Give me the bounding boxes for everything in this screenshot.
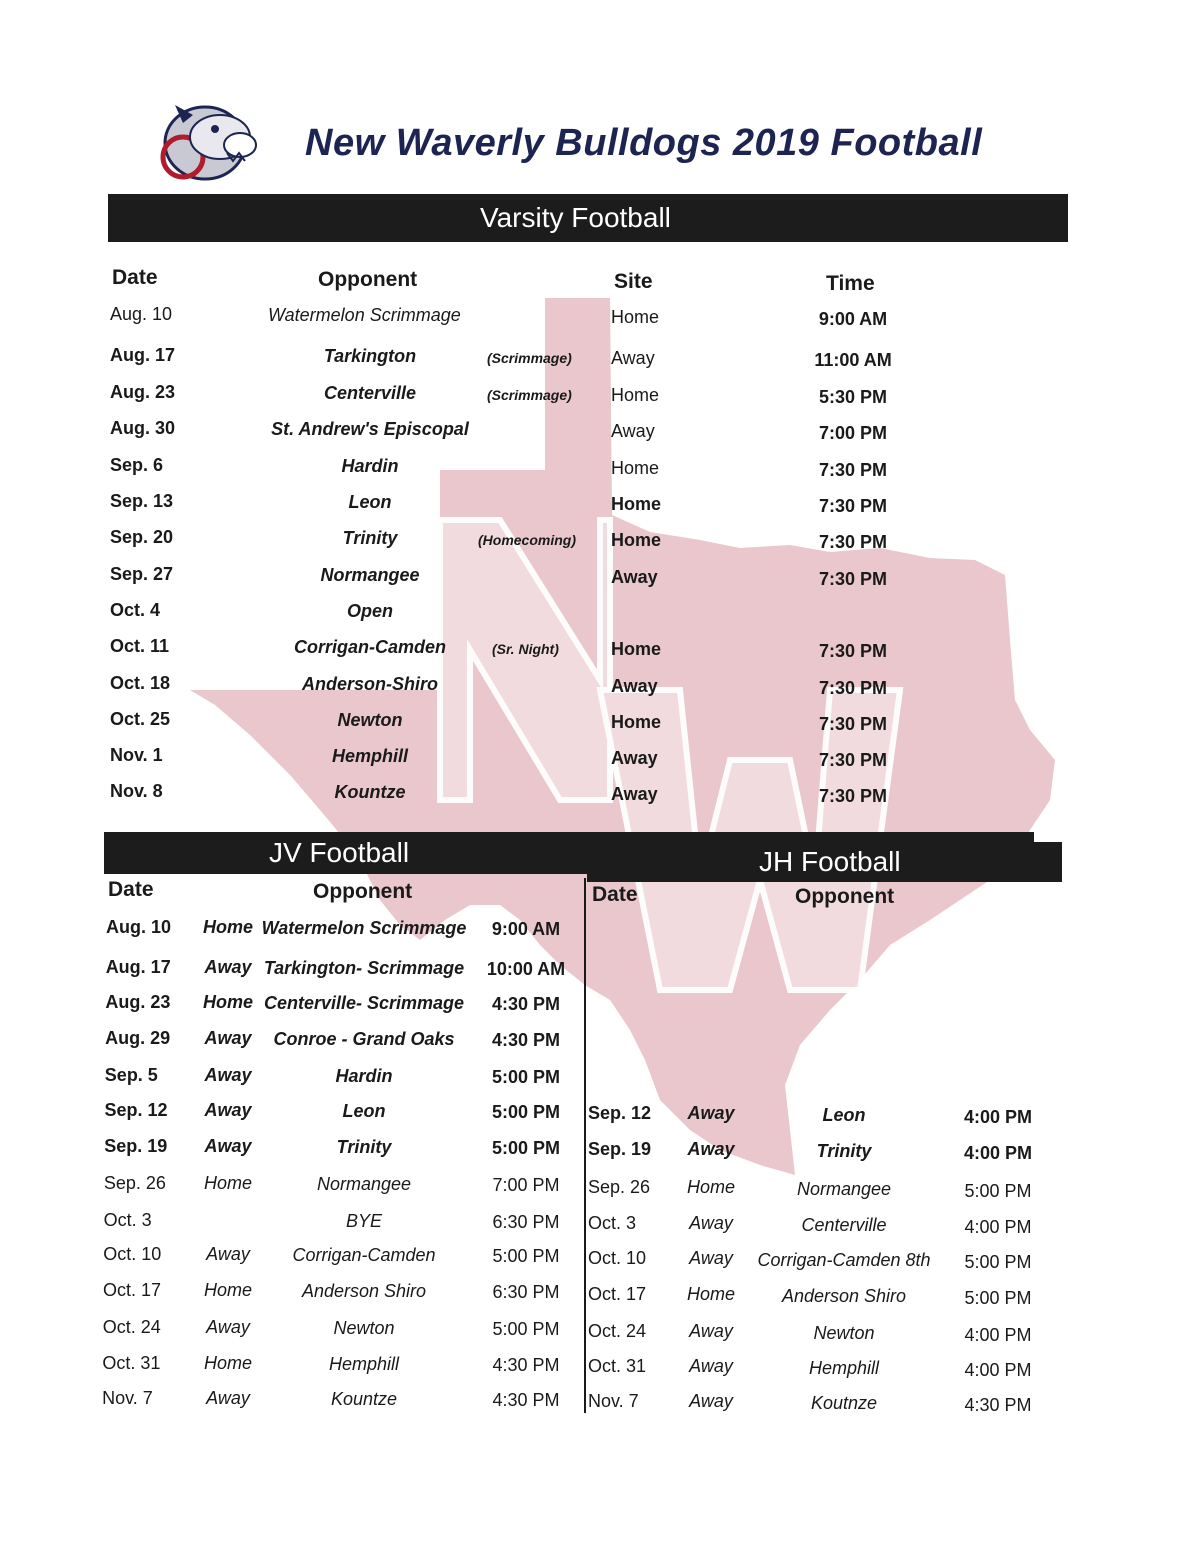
jv-row-opponent: Corrigan-Camden [292,1245,436,1265]
varsity-row-date: Sep. 13 [110,491,174,511]
jh-row-date: Oct. 10 [588,1248,647,1268]
varsity-row-note: (Scrimmage) [487,387,572,403]
jv-row-site: Away [204,1100,252,1120]
jv-row-opponent: Normangee [316,1174,412,1194]
varsity-row-date: Sep. 6 [110,455,164,475]
jh-section-bar [587,842,1062,882]
jh-row-date: Oct. 31 [588,1356,647,1376]
varsity-row-site: Home [611,494,662,514]
jv-row-date: Oct. 31 [102,1353,161,1373]
jv-row-opponent: BYE [345,1211,383,1231]
jh-row-site: Away [689,1213,733,1233]
varsity-row-note: (Sr. Night) [492,641,559,657]
varsity-row-note: (Scrimmage) [487,350,572,366]
jh-row-opponent: Anderson Shiro [781,1286,907,1306]
jh-row-site: Away [689,1321,733,1341]
jv-row-date: Nov. 7 [102,1388,153,1408]
jv-row-time: 6:30 PM [492,1212,560,1232]
jh-row-time: 4:00 PM [963,1143,1033,1163]
jv-section-title: JV Football [269,837,410,868]
jv-row-time: 5:00 PM [491,1138,561,1158]
varsity-header-date: Date [112,266,158,289]
jv-row-date: Oct. 10 [103,1244,162,1264]
varsity-row-opponent: Hemphill [331,746,409,766]
jh-row-opponent: Hemphill [808,1358,880,1378]
jh-row-opponent: Koutnze [810,1393,878,1413]
jv-row-time: 4:30 PM [491,1030,561,1050]
jv-row-time: 5:00 PM [491,1102,561,1122]
varsity-row-opponent: Corrigan-Camden [293,637,447,657]
jh-row-time: 5:00 PM [964,1181,1032,1201]
jv-row-date: Oct. 24 [102,1317,161,1337]
jh-row-opponent: Leon [822,1105,866,1125]
jv-header-opponent: Opponent [313,880,413,903]
jv-row-site: Away [206,1244,250,1264]
varsity-row-opponent: Normangee [320,565,420,585]
jh-row-date: Sep. 12 [588,1103,652,1123]
jv-row-site: Home [203,1353,253,1373]
varsity-row-date: Oct. 4 [110,600,161,620]
varsity-row-opponent: Kountze [334,782,406,802]
varsity-row-time: 7:30 PM [818,641,888,661]
varsity-row-opponent: Centerville [323,383,417,403]
jv-row-opponent: Anderson Shiro [301,1281,427,1301]
jv-row-date: Oct. 3 [103,1210,152,1230]
varsity-row-date: Nov. 1 [110,745,163,765]
jh-row-opponent: Normangee [796,1179,892,1199]
jv-row-time: 4:30 PM [491,994,561,1014]
page-title: New Waverly Bulldogs 2019 Football [305,122,983,164]
varsity-row-opponent: St. Andrew's Episcopal [271,419,469,439]
jv-row-date: Aug. 10 [106,917,172,937]
varsity-row-time: 11:00 AM [814,350,892,370]
varsity-row-site: Away [611,784,658,804]
jh-row-date: Oct. 17 [588,1284,647,1304]
varsity-row-time: 7:30 PM [818,714,888,734]
jh-row-opponent: Trinity [816,1141,872,1161]
varsity-row-time: 9:00 AM [818,309,888,329]
jv-row-date: Sep. 5 [104,1065,158,1085]
varsity-row-time: 7:30 PM [818,460,888,480]
jv-row-date: Sep. 12 [104,1100,168,1120]
varsity-header-time: Time [826,272,875,295]
jv-row-date: Oct. 17 [103,1280,162,1300]
jv-row-site: Away [206,1388,250,1408]
jh-row-site: Away [687,1139,735,1159]
jv-row-site: Away [204,957,252,977]
varsity-row-site: Home [611,385,660,405]
jh-section-title: JH Football [759,846,901,877]
jv-row-site: Away [204,1136,252,1156]
varsity-row-time: 7:30 PM [818,750,888,770]
varsity-row-opponent: Hardin [341,456,399,476]
jv-row-site: Home [203,1280,253,1300]
varsity-row-opponent: Open [346,601,394,621]
jh-row-time: 4:00 PM [964,1325,1032,1345]
jv-row-time: 9:00 AM [491,919,561,939]
varsity-row-time: 7:30 PM [818,532,888,552]
jv-jh-divider [584,878,586,1413]
varsity-row-time: 7:00 PM [818,423,888,443]
varsity-row-date: Oct. 18 [110,673,171,693]
jh-row-site: Away [689,1356,733,1376]
varsity-row-date: Aug. 10 [110,304,173,324]
jv-row-date: Aug. 29 [105,1028,171,1048]
varsity-row-site: Home [611,639,662,659]
jv-row-site: Home [202,917,254,937]
varsity-row-site: Away [611,348,655,368]
jh-row-time: 4:00 PM [964,1217,1032,1237]
jh-row-site: Away [687,1103,735,1123]
varsity-row-opponent: Newton [337,710,403,730]
varsity-row-time: 7:30 PM [818,786,888,806]
varsity-section-bar [108,194,1068,242]
jv-row-time: 7:00 PM [492,1175,560,1195]
varsity-row-date: Aug. 23 [110,382,176,402]
varsity-section-title: Varsity Football [480,202,671,233]
jh-row-time: 4:30 PM [964,1395,1032,1415]
jh-row-site: Away [689,1248,733,1268]
jh-row-opponent: Newton [813,1323,875,1343]
varsity-row-date: Aug. 30 [110,418,176,438]
jh-row-time: 4:00 PM [963,1107,1033,1127]
jv-row-opponent: Trinity [336,1137,392,1157]
varsity-header-opponent: Opponent [318,268,418,291]
varsity-row-time: 5:30 PM [818,387,888,407]
varsity-row-opponent: Anderson-Shiro [301,674,439,694]
jv-row-date: Aug. 23 [105,992,171,1012]
varsity-row-date: Sep. 27 [110,564,174,584]
jh-header-opponent: Opponent [795,885,895,908]
jh-header-date: Date [592,883,638,906]
varsity-row-site: Away [611,567,658,587]
varsity-row-date: Oct. 25 [110,709,171,729]
jv-row-site: Home [203,1173,253,1193]
varsity-row-date: Sep. 20 [110,527,174,547]
jh-row-site: Home [686,1284,736,1304]
jv-row-site: Away [206,1317,250,1337]
jh-row-opponent: Corrigan-Camden 8th [757,1250,931,1270]
jv-row-opponent: Centerville- Scrimmage [263,993,465,1013]
jv-row-time: 5:00 PM [492,1319,560,1339]
varsity-row-opponent: Leon [348,492,392,512]
jv-row-date: Sep. 19 [104,1136,168,1156]
jh-row-time: 4:00 PM [964,1360,1032,1380]
varsity-row-date: Aug. 17 [110,345,176,365]
jv-row-date: Sep. 26 [103,1173,166,1193]
varsity-row-opponent: Tarkington [323,346,417,366]
jh-row-date: Sep. 26 [588,1177,651,1197]
jh-row-date: Oct. 3 [588,1213,637,1233]
jv-row-opponent: Hardin [335,1066,393,1086]
varsity-row-time: 7:30 PM [818,569,888,589]
jh-row-date: Sep. 19 [588,1139,652,1159]
jv-row-time: 5:00 PM [491,1067,561,1087]
jh-row-time: 5:00 PM [964,1288,1032,1308]
jv-row-date: Aug. 17 [105,957,171,977]
jv-row-opponent: Tarkington- Scrimmage [263,958,465,978]
jh-row-time: 5:00 PM [964,1252,1032,1272]
jh-row-site: Home [686,1177,736,1197]
bulldog-mascot-icon [155,95,265,185]
varsity-row-site: Home [611,307,660,327]
jv-row-opponent: Hemphill [328,1354,400,1374]
jv-row-site: Away [204,1065,252,1085]
varsity-row-time: 7:30 PM [818,496,888,516]
varsity-row-opponent: Watermelon Scrimmage [268,305,461,325]
varsity-row-date: Oct. 11 [110,636,170,656]
jv-row-opponent: Leon [342,1101,386,1121]
jv-row-time: 4:30 PM [492,1355,560,1375]
jv-row-opponent: Newton [333,1318,395,1338]
jv-header-date: Date [108,878,154,901]
jh-row-date: Oct. 24 [588,1321,647,1341]
jh-row-site: Away [689,1391,733,1411]
varsity-row-site: Home [611,530,662,550]
varsity-row-site: Away [611,676,658,696]
jh-row-opponent: Centerville [801,1215,887,1235]
varsity-row-site: Away [611,421,655,441]
varsity-row-note: (Homecoming) [478,532,576,548]
varsity-row-site: Home [611,712,662,732]
varsity-row-site: Home [611,458,660,478]
varsity-row-opponent: Trinity [342,528,398,548]
varsity-header-site: Site [614,270,653,293]
jv-row-opponent: Kountze [330,1389,398,1409]
varsity-row-site: Away [611,748,658,768]
jv-row-opponent: Watermelon Scrimmage [261,918,467,938]
jv-row-time: 4:30 PM [492,1390,560,1410]
jv-row-time: 10:00 AM [486,959,566,979]
jh-row-date: Nov. 7 [588,1391,639,1411]
jv-row-site: Away [204,1028,252,1048]
jv-row-time: 6:30 PM [492,1282,560,1302]
jv-row-time: 5:00 PM [492,1246,560,1266]
jv-row-opponent: Conroe - Grand Oaks [273,1029,455,1049]
jv-row-site: Home [202,992,254,1012]
varsity-row-date: Nov. 8 [110,781,163,801]
varsity-row-time: 7:30 PM [818,678,888,698]
